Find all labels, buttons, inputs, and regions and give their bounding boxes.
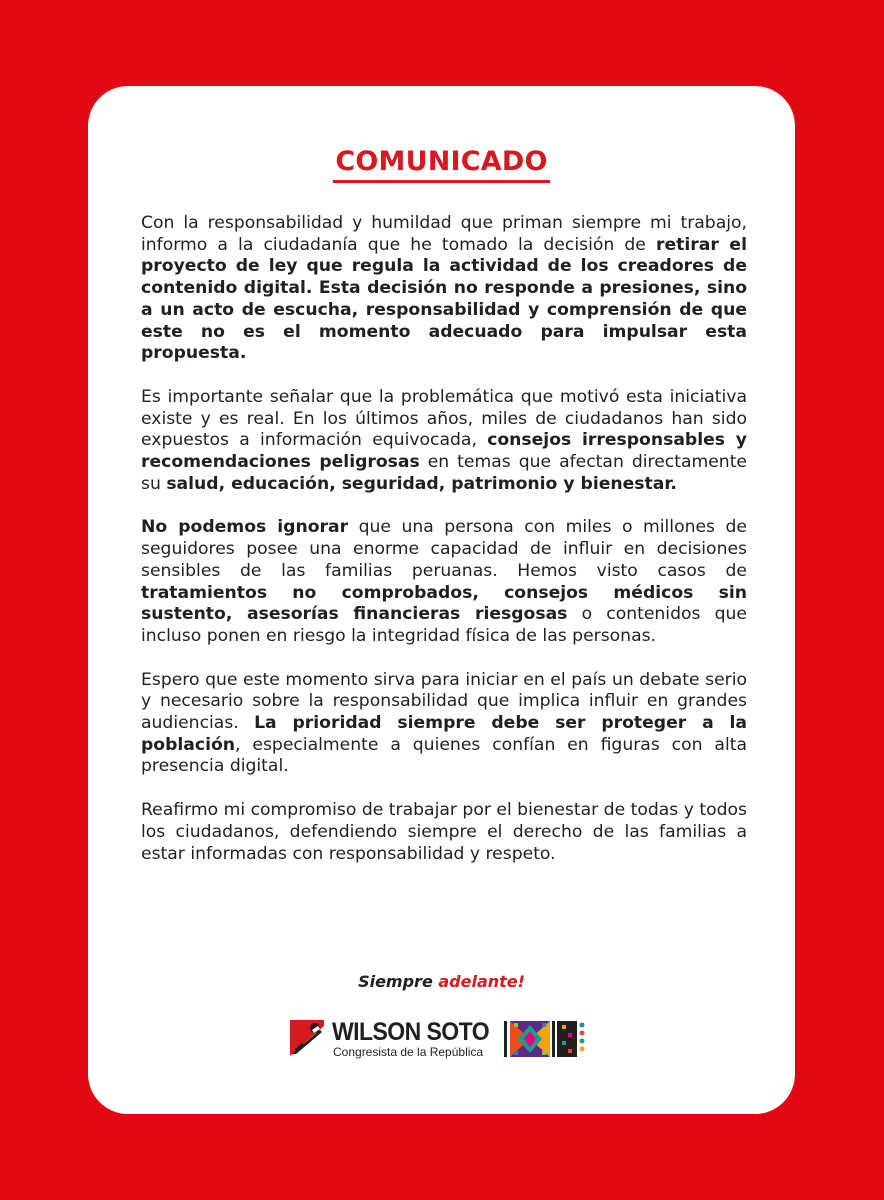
- statement-title-text: COMUNICADO: [333, 146, 549, 183]
- emphasized-text: La prioridad siempre debe ser proteger a la población: [141, 713, 748, 755]
- party-emblem-icon: [290, 1020, 324, 1056]
- emphasized-text: consejos irresponsables y recomendaciones peligrosas: [141, 430, 747, 473]
- statement-paragraph: [141, 670, 747, 779]
- paragraph-text: Con la responsabilidad y humildad que priman siempre mi trabajo, informo a la ciudadanía que he tomado la decisión de: [141, 213, 747, 255]
- statement-card: [88, 86, 795, 1114]
- paragraph-text: o contenidos que incluso ponen en riesgo la integridad física de las personas.: [141, 604, 747, 646]
- paragraph-text: Espero que este momento sirva para iniciar en el país un debate serio y necesario sobre la responsabilidad que implica influir en grandes audiencias.: [141, 669, 747, 734]
- signature-role: Congresista de la República: [333, 1045, 484, 1059]
- paragraph-text: Es importante señalar que la problemática que motivó esta iniciativa existe y es real. En los últimos años, miles de ciudadanos han sido expuestos a información equivocada,: [141, 386, 747, 451]
- statement-title: [88, 146, 795, 183]
- signature-logo: [290, 1018, 590, 1060]
- slogan-part2: adelante!: [438, 972, 525, 991]
- paragraph-text: , especialmente a quienes confían en figuras con alta presencia digital.: [141, 734, 747, 777]
- emphasized-text: No podemos ignorar: [141, 517, 349, 538]
- statement-paragraph: [141, 213, 747, 365]
- statement-paragraph: [141, 387, 747, 496]
- emphasized-text: retirar el proyecto de ley que regula la actividad de los creadores de contenido digital. Esta decisión no responde a presiones, sino a un acto de escucha, responsabilidad y comprensión de que este no es el momento adecuado para impulsar esta propuesta.: [141, 234, 747, 364]
- statement-paragraph: [141, 800, 747, 865]
- slogan-part1: Siempre: [358, 972, 439, 991]
- andean-textile-icon: [504, 1021, 588, 1057]
- statement-paragraph: [141, 517, 747, 647]
- slogan: [88, 972, 795, 991]
- signature-name: WILSON SOTO: [332, 1018, 490, 1046]
- paragraph-text: en temas que afectan directamente su: [141, 452, 748, 494]
- statement-body: [141, 213, 747, 887]
- emphasized-text: tratamientos no comprobados, consejos médicos sin sustento, asesorías financieras riesgosas: [141, 582, 747, 625]
- emphasized-text: salud, educación, seguridad, patrimonio y bienestar.: [166, 473, 677, 494]
- paragraph-text: que una persona con miles o millones de seguidores posee una enorme capacidad de influir en decisiones sensibles de las familias peruanas. Hemos visto casos de: [141, 517, 748, 581]
- paragraph-text: Reafirmo mi compromiso de trabajar por el bienestar de todas y todos los ciudadanos, defendiendo siempre el derecho de las familias a estar informadas con responsabilidad y respeto.: [141, 800, 747, 864]
